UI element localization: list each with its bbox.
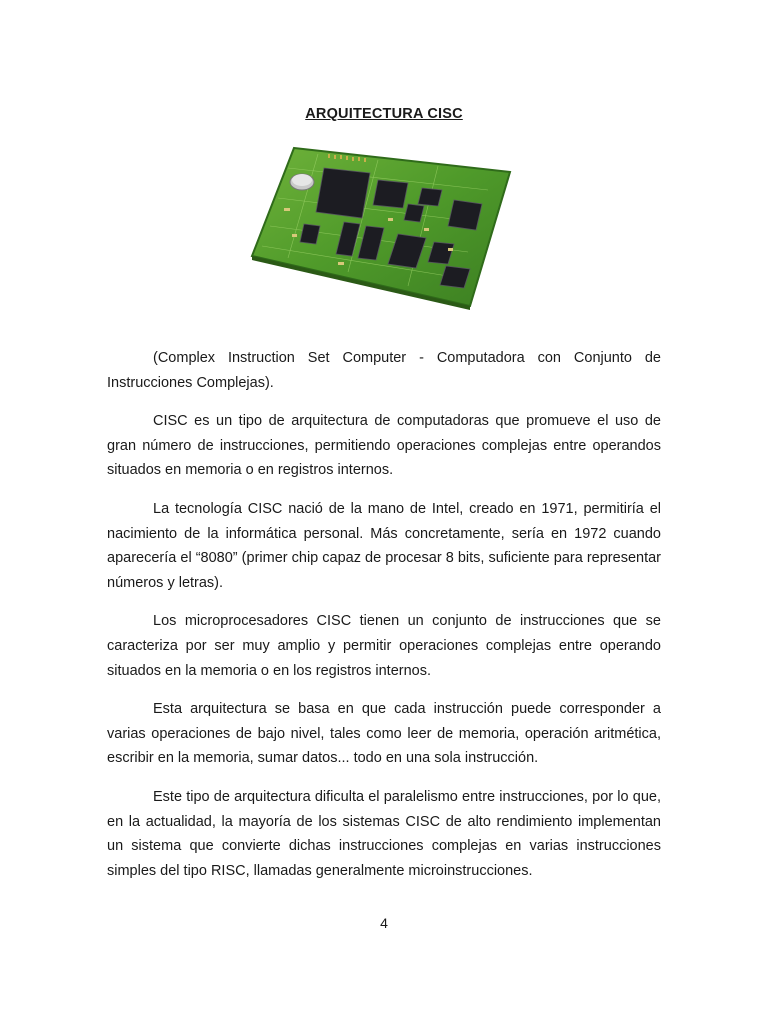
page-title: ARQUITECTURA CISC	[305, 106, 463, 122]
paragraph-1: (Complex Instruction Set Computer - Computadora con Conjunto de Instrucciones Complejas).	[107, 350, 661, 391]
paragraph-3: La tecnología CISC nació de la mano de Intel, creado en 1971, permitiría el nacimiento de la informática personal. Más concretamente, sería en 1972 cuando aparecería el “8080” (primer chip capaz de procesar 8 bits, suficiente para representar números y letras).	[107, 500, 661, 591]
body-text	[107, 346, 661, 897]
page-number: 4	[380, 915, 388, 931]
paragraph-4: Los microprocesadores CISC tienen un conjunto de instrucciones que se caracteriza por ser muy amplio y permitir operaciones complejas entre operando situados en la memoria o en los registros internos.	[107, 613, 661, 679]
paragraph-2: CISC es un tipo de arquitectura de computadoras que promueve el uso de gran número de instrucciones, permitiendo operaciones complejas entre operandos situados en memoria o en registros internos.	[107, 413, 661, 479]
paragraph-6: Este tipo de arquitectura dificulta el paralelismo entre instrucciones, por lo que, en la actualidad, la mayoría de los sistemas CISC de alto rendimiento implementan un sistema que convierte dichas instrucciones complejas en varias instrucciones simples del tipo RISC, llamadas generalmente microinstrucciones.	[107, 788, 661, 879]
circuit-board-image	[248, 138, 516, 314]
paragraph-5: Esta arquitectura se basa en que cada instrucción puede corresponder a varias operaciones de bajo nivel, tales como leer de memoria, operación aritmética, escribir en la memoria, sumar datos... todo en una sola instrucción.	[107, 701, 661, 767]
